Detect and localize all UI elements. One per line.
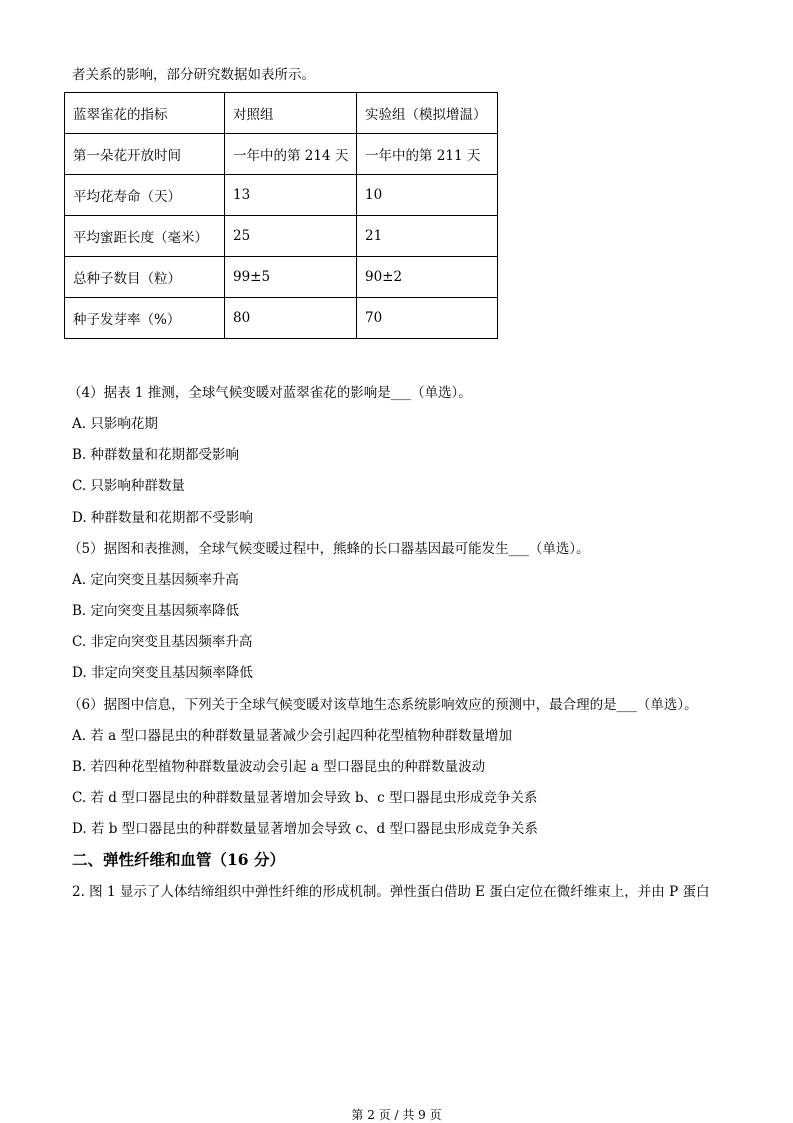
table-header: 实验组（模拟增温） xyxy=(357,93,498,134)
table-cell: 13 xyxy=(225,175,357,216)
option: C. 非定向突变且基因频率升高 xyxy=(72,634,253,650)
table-cell: 一年中的第 211 天 xyxy=(357,134,498,175)
data-table xyxy=(64,92,498,339)
table-cell: 21 xyxy=(357,216,498,257)
section-heading: 二、弹性纤维和血管（16 分） xyxy=(72,850,285,869)
table-cell: 25 xyxy=(225,216,357,257)
table-cell: 第一朵花开放时间 xyxy=(65,134,225,175)
option: C. 若 d 型口器昆虫的种群数量显著增加会导致 b、c 型口器昆虫形成竞争关系 xyxy=(72,790,538,806)
table-row xyxy=(65,257,498,298)
table-cell: 一年中的第 214 天 xyxy=(225,134,357,175)
option: D. 非定向突变且基因频率降低 xyxy=(72,665,253,681)
table-row xyxy=(65,175,498,216)
table-cell: 平均花寿命（天） xyxy=(65,175,225,216)
table-header: 蓝翠雀花的指标 xyxy=(65,93,225,134)
option: A. 定向突变且基因频率升高 xyxy=(72,572,239,588)
table-cell: 种子发芽率（%） xyxy=(65,298,225,339)
option: D. 若 b 型口器昆虫的种群数量显著增加会导致 c、d 型口器昆虫形成竞争关系 xyxy=(72,821,538,837)
option: B. 定向突变且基因频率降低 xyxy=(72,603,240,619)
question-2-text: 2. 图 1 显示了人体结缔组织中弹性纤维的形成机制。弹性蛋白借助 E 蛋白定位在微纤维束上，并由 P 蛋白 xyxy=(72,884,710,900)
table-cell: 90±2 xyxy=(357,257,498,298)
intro-text: 者关系的影响，部分研究数据如表所示。 xyxy=(72,67,315,83)
table-cell: 10 xyxy=(357,175,498,216)
table-cell: 平均蜜距长度（毫米） xyxy=(65,216,225,257)
table-cell: 80 xyxy=(225,298,357,339)
option: C. 只影响种群数量 xyxy=(72,478,185,494)
table-cell: 70 xyxy=(357,298,498,339)
option: B. 种群数量和花期都受影响 xyxy=(72,447,240,463)
question-stem: （6）据图中信息，下列关于全球气候变暖对该草地生态系统影响效应的预测中，最合理的是___（单选）。 xyxy=(68,697,698,713)
table-cell: 99±5 xyxy=(225,257,357,298)
page-footer: 第 2 页 / 共 9 页 xyxy=(351,1108,442,1122)
table-row xyxy=(65,216,498,257)
option: A. 若 a 型口器昆虫的种群数量显著减少会引起四种花型植物种群数量增加 xyxy=(72,728,512,744)
option: A. 只影响花期 xyxy=(72,416,158,432)
option: D. 种群数量和花期都不受影响 xyxy=(72,510,253,526)
table-row xyxy=(65,298,498,339)
table-header: 对照组 xyxy=(225,93,357,134)
table-cell: 总种子数目（粒） xyxy=(65,257,225,298)
table-row xyxy=(65,134,498,175)
question-stem: （4）据表 1 推测，全球气候变暖对蓝翠雀花的影响是___（单选）。 xyxy=(68,385,472,401)
question-stem: （5）据图和表推测，全球气候变暖过程中，熊蜂的长口器基因最可能发生___（单选）。 xyxy=(68,541,590,557)
option: B. 若四种花型植物种群数量波动会引起 a 型口器昆虫的种群数量波动 xyxy=(72,759,486,775)
table-header-row xyxy=(65,93,498,134)
